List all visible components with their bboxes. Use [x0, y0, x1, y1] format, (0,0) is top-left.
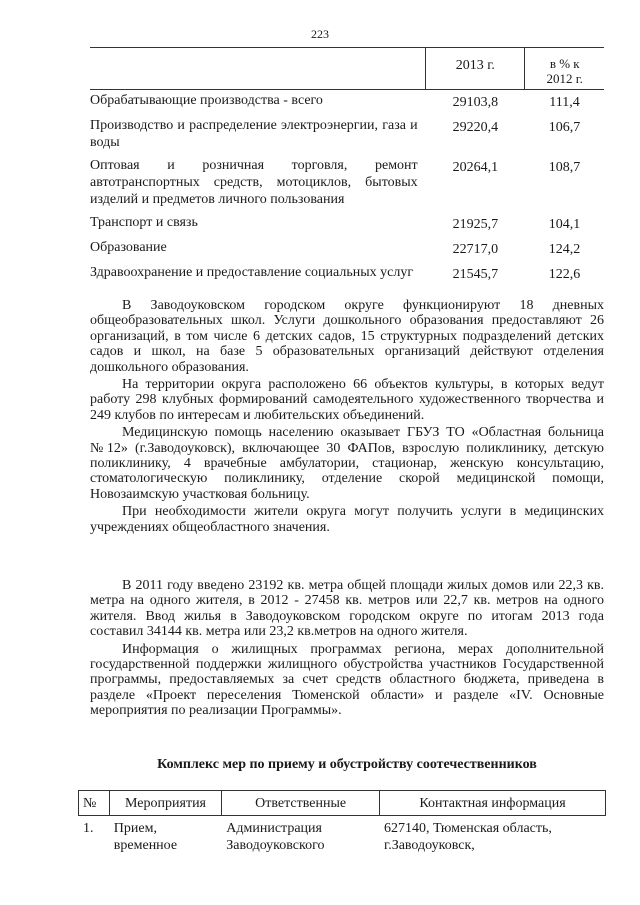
- row-percent: 124,2: [548, 242, 581, 257]
- header-percent: [525, 48, 604, 90]
- paragraph-housing-programs: Информация о жилищных программах региона, мерах дополнительной государственной поддержки жилищного обустройства участников Государственной программы, предоставляемых за счет средств областного бюджета, приведена в разделе «Проект переселения Тюменской области» и разделе «IV. Основные мероприятия по реализации Программы».: [90, 641, 604, 719]
- row-contact: [380, 816, 606, 855]
- paragraph-culture: На территории округа расположено 66 объектов культуры, в которых ведут работу 298 клубных формирований самодеятельного художественного творчества и 249 клубов по интересам и любительских объединений.: [90, 377, 604, 423]
- table-row: [90, 115, 604, 155]
- table-row: [90, 90, 604, 116]
- paragraph-housing: В 2011 году введено 23192 кв. метра общей площади жилых домов или 22,3 кв. метра на одного жителя, в 2012 - 27458 кв. метров или 22,7 кв. метров на одного жителя. Ввод жилья в Заводоуковском городском округе по итогам 2013 года составил 34144 кв. метра или 23,2 кв.метров на одного жителя.: [90, 578, 604, 640]
- header-year: 2013 г.: [426, 48, 525, 90]
- header-empty-cell: [90, 48, 426, 90]
- row-event-line1: Прием,: [113, 821, 157, 836]
- measures-table: [78, 790, 606, 854]
- table-row: [90, 237, 604, 262]
- header-contacts: Контактная информация: [380, 791, 606, 816]
- row-responsible: [222, 816, 380, 855]
- body-text-housing: [90, 578, 604, 719]
- row-name: Здравоохранение и предоставление социальных услуг: [90, 265, 414, 280]
- table-row: [79, 816, 606, 855]
- row-percent: 108,7: [548, 160, 581, 175]
- paragraph-education: В Заводоуковском городском округе функционируют 18 дневных общеобразовательных школ. Услуги дошкольного образования предоставляют 26 организаций, в том числе 6 детских садов, 15 структурных подразделений детских садов и школ, на базе 5 образовательных организаций действуют отделения дошкольного образования.: [90, 298, 604, 375]
- header-responsible: Ответственные: [222, 791, 380, 816]
- row-value: 29220,4: [452, 120, 499, 135]
- page-number: 223: [311, 27, 329, 41]
- header-percent-line2: 2012 г.: [546, 71, 583, 86]
- wages-table: [90, 47, 604, 287]
- paragraph-medicine-regional: При необходимости жители округа могут получить услуги в медицинских учреждениях общеобластного значения.: [90, 504, 604, 535]
- section-title: Комплекс мер по приему и обустройству соотечественников: [157, 757, 537, 772]
- body-text-education-culture-health: [90, 298, 604, 535]
- row-percent: 106,7: [548, 120, 581, 135]
- row-percent: 104,1: [548, 217, 581, 232]
- row-name: Образование: [90, 240, 167, 255]
- table-row: [90, 262, 604, 287]
- row-name: Производство и распределение электроэнергии, газа и воды: [90, 118, 418, 150]
- row-responsible-line1: Администрация: [226, 821, 322, 836]
- row-number: 1.: [83, 821, 94, 836]
- row-name: Оптовая и розничная торговля, ремонт автотранспортных средств, мотоциклов, бытовых изделий и предметов личного пользования: [90, 158, 418, 207]
- row-event-line2: временное: [113, 838, 178, 853]
- row-percent: 111,4: [549, 95, 580, 110]
- row-value: 29103,8: [452, 95, 499, 110]
- header-events: Мероприятия: [109, 791, 221, 816]
- row-percent: 122,6: [548, 267, 581, 282]
- row-value: 21925,7: [452, 217, 499, 232]
- row-value: 21545,7: [452, 267, 499, 282]
- header-percent-line1: в % к: [549, 56, 580, 71]
- row-responsible-line2: Заводоуковского: [226, 838, 325, 853]
- row-value: 22717,0: [452, 242, 499, 257]
- table-header-row: [90, 48, 604, 90]
- row-name: Обрабатывающие производства - всего: [90, 93, 323, 108]
- header-number: №: [79, 791, 110, 816]
- row-contact-line1: 627140, Тюменская область,: [384, 821, 552, 836]
- row-event: [109, 816, 221, 855]
- paragraph-medicine: Медицинскую помощь населению оказывает ГБУЗ ТО «Областная больница №12» (г.Заводоуковск), включающее 30 ФАПов, взрослую поликлинику, детскую поликлинику, 4 врачебные амбулатории, стационар, женскую консультацию, стоматологическую поликлинику, отделение скорой медицинской помощи, Новозаимскую участковая больницу.: [90, 425, 604, 502]
- table-row: [90, 212, 604, 237]
- table-row: [90, 155, 604, 212]
- row-name: Транспорт и связь: [90, 215, 198, 230]
- row-value: 20264,1: [452, 160, 499, 175]
- row-contact-line2: г.Заводоуковск,: [384, 838, 475, 853]
- measures-header-row: [79, 791, 606, 816]
